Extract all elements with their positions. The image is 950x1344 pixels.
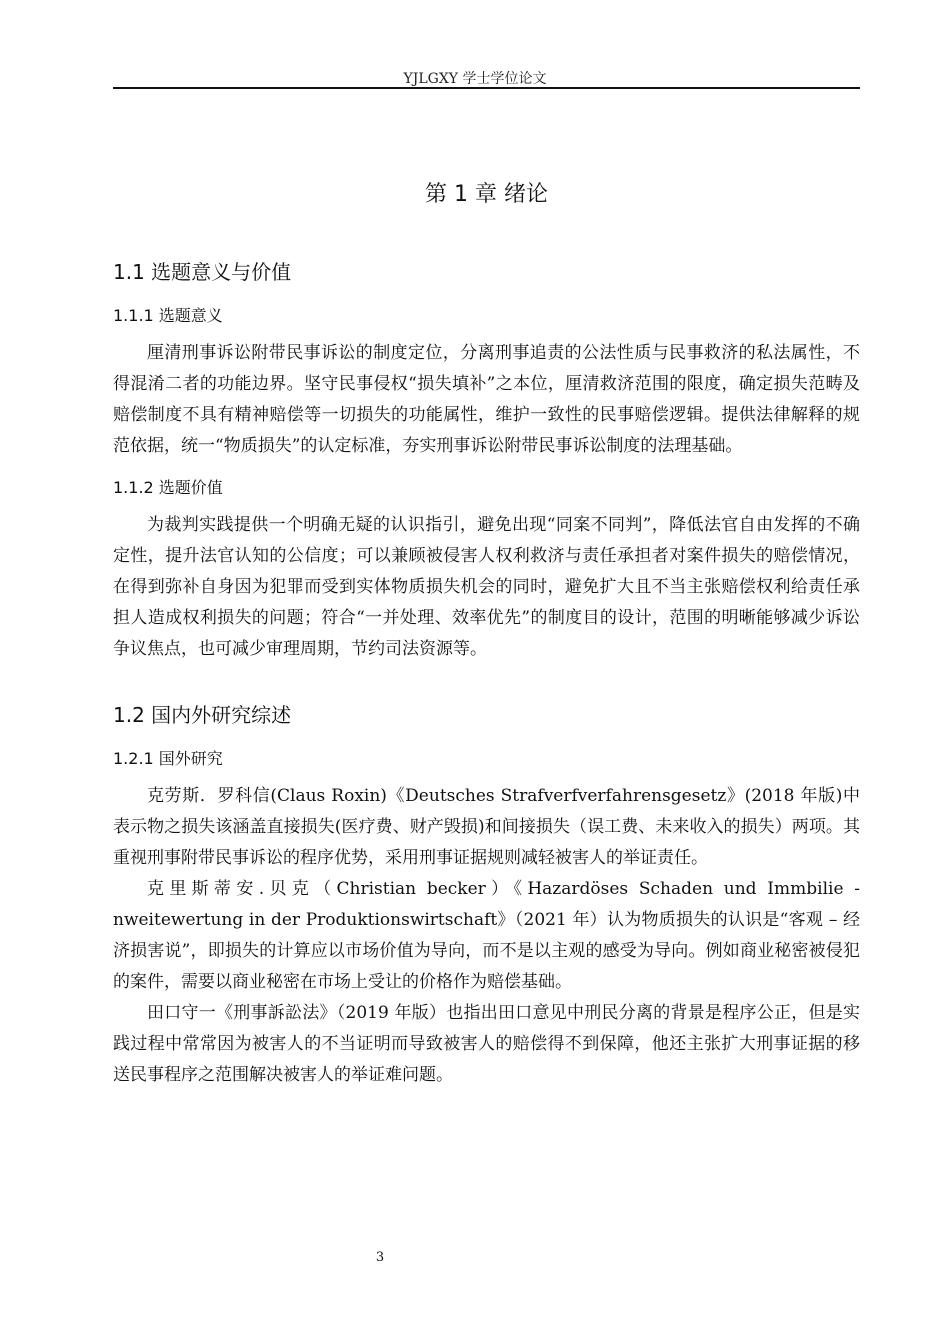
subsection-heading-1-1-1: 1.1.1 选题意义 <box>113 306 223 325</box>
subsection-heading-1-1-2: 1.1.2 选题价值 <box>113 478 223 497</box>
subsection-heading-1-2-1: 1.2.1 国外研究 <box>113 749 223 768</box>
section-heading-1-2: 1.2 国内外研究综述 <box>113 703 292 727</box>
paragraph: 克劳斯．罗科信(Claus Roxin)《Deutsches Strafverfverfahrensgesetz》(2018 年版)中表示物之损失该涵盖直接损失(医疗费、财产毁损)和间接损失（误工费、未来收入的损失）两项。其重视刑事附带民事诉讼的程序优势，采用刑事证据规则减轻被害人的举证责任。 <box>113 786 860 868</box>
subsection-1-2-1 <box>113 747 860 1091</box>
paragraph: 克里斯蒂安.贝克（Christian becker）《Hazardöses Schaden und Immbilie -nweitewertung in der Produktionswirtschaft》（2021 年）认为物质损失的认识是“客观 – 经济损害说”，即损失的计算应以市场价值为导向，而不是以主观的感受为导向。例如商业秘密被侵犯的案件，需要以商业秘密在市场上受让的价格作为赔偿基础。 <box>113 879 860 992</box>
section-heading-1-1: 1.1 选题意义与价值 <box>113 260 292 284</box>
paragraph: 为裁判实践提供一个明确无疑的认识指引，避免出现“同案不同判”，降低法官自由发挥的不确定性，提升法官认知的公信度；可以兼顾被侵害人权利救济与责任承担者对案件损失的赔偿情况，在得到弥补自身因为犯罪而受到实体物质损失机会的同时，避免扩大且不当主张赔偿权利给责任承担人造成权利损失的问题；符合“一并处理、效率优先”的制度目的设计，范围的明晰能够减少诉讼争议焦点，也可减少审理周期，节约司法资源等。 <box>113 515 860 659</box>
paragraph: 厘清刑事诉讼附带民事诉讼的制度定位，分离刑事追责的公法性质与民事救济的私法属性，不得混淆二者的功能边界。坚守民事侵权“损失填补”之本位，厘清救济范围的限度，确定损失范畴及赔偿制度不具有精神赔偿等一切损失的功能属性，维护一致性的民事赔偿逻辑。提供法律解释的规范依据，统一“物质损失”的认定标准，夯实刑事诉讼附带民事诉讼制度的法理基础。 <box>113 343 860 456</box>
paragraph: 田口守一《刑事訴訟法》（2019 年版）也指出田口意见中刑民分离的背景是程序公正，但是实践过程中常常因为被害人的不当证明而导致被害人的赔偿得不到保障，他还主张扩大刑事证据的移送民事程序之范围解决被害人的举证难问题。 <box>113 1003 860 1085</box>
page-content <box>113 170 860 1105</box>
subsection-1-1-2 <box>113 476 860 665</box>
subsection-1-1-1 <box>113 304 860 462</box>
header-rule <box>113 87 860 89</box>
running-header: YJLGXY 学士学位论文 <box>403 71 547 87</box>
page-number: 3 <box>375 1250 385 1265</box>
chapter-title: 第 1 章 绪论 <box>425 182 548 207</box>
